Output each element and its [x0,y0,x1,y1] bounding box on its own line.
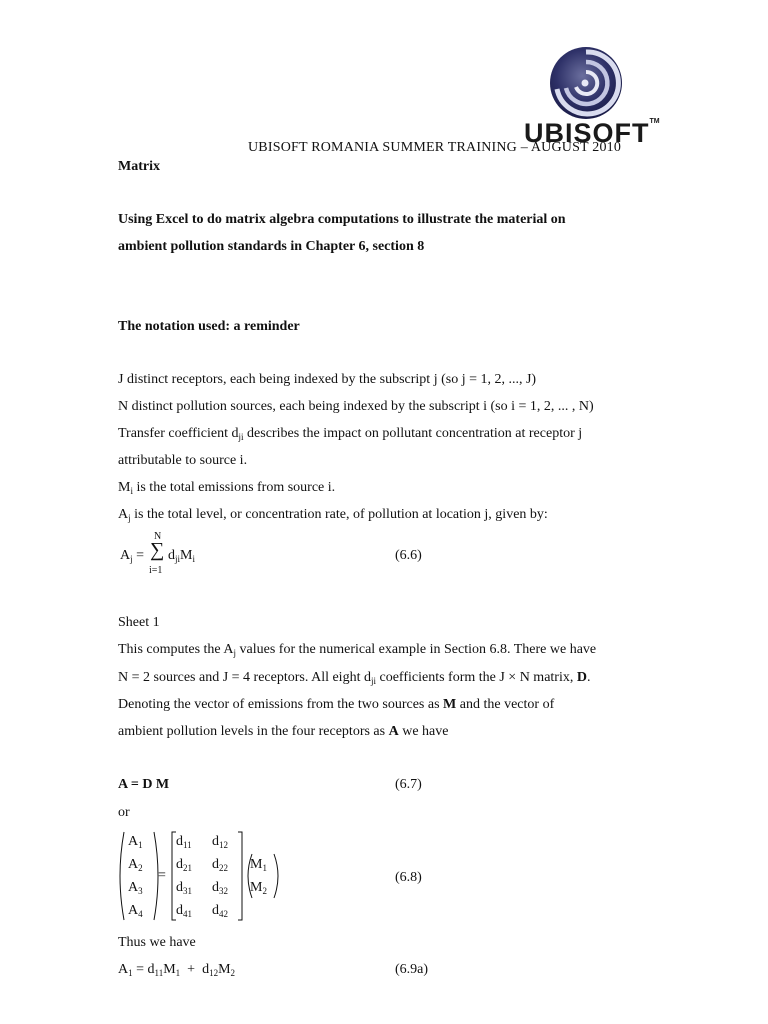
sheet-title: Sheet 1 [118,615,160,630]
vector-a-entry: $A_4$ [128,903,143,919]
subtitle-line-1: Using Excel to do matrix algebra computations to illustrate the material on [118,212,566,227]
matrix-d-entry: $d_{21}$ [176,857,192,873]
notation-line-2: N distinct pollution sources, each being indexed by the subscript i (so i = 1, 2, ... , N) [118,399,594,414]
sheet-para-line-1: This computes the $A_j$ values for the numerical example in Section 6.8. There we have [118,642,597,658]
matrix-d-entry: $d_{32}$ [212,880,228,896]
vector-a-entry: $A_3$ [128,880,143,896]
notation-line-1: J distinct receptors, each being indexed by the subscript j (so j = 1, 2, ..., J) [118,372,537,387]
notation-line-5: $M_i$ is the total emissions from source i. [118,480,336,496]
equation-6-7: A = D M [118,777,170,792]
equation-number-6-7: (6.7) [395,777,422,792]
matrix-d-entry: $d_{22}$ [212,857,228,873]
vector-m-entry: $M_1$ [250,857,267,873]
sum-sign-icon: ∑ [150,539,165,561]
sheet-para-line-3: Denoting the vector of emissions from the two sources as M and the vector of [118,697,555,712]
equation-6-9a: $A_1 = d_{11}M_1 + d_{12}M_2$ [118,962,236,978]
vector-m-entry: $M_2$ [250,880,267,896]
notation-heading: The notation used: a reminder [118,319,300,334]
sum-upper-limit: N [154,531,162,542]
equation-number-6-6: (6.6) [395,548,422,563]
matrix-d-entry: $d_{41}$ [176,903,192,919]
vector-a-entry: $A_1$ [128,834,143,850]
equation-number-6-9a: (6.9a) [395,962,429,977]
ubisoft-logo-icon [549,44,623,122]
page-title: Matrix [118,159,160,174]
header-line: UBISOFT ROMANIA SUMMER TRAINING – AUGUST 2010 [248,140,622,155]
sum-lower-limit: i=1 [149,565,163,576]
notation-line-6: $A_j$ is the total level, or concentration rate, of pollution at location j, given by: [118,507,548,523]
matrix-d-entry: $d_{31}$ [176,880,192,896]
subtitle-line-2: ambient pollution standards in Chapter 6, section 8 [118,239,425,254]
equation-number-6-8: (6.8) [395,870,422,885]
notation-line-4: attributable to source i. [118,453,248,468]
or-text: or [118,805,130,820]
vector-a-entry: $A_2$ [128,857,143,873]
sheet-para-line-4: ambient pollution levels in the four receptors as A we have [118,724,449,739]
sheet-para-line-2: N = 2 sources and J = 4 receptors. All eight $d_{ji}$ coefficients form the J × N matrix, D. [118,670,591,686]
equals-sign: = [158,868,166,883]
matrix-d-entry: $d_{42}$ [212,903,228,919]
matrix-d-entry: $d_{12}$ [212,834,228,850]
ubisoft-wordmark: UBISOFT™ [524,118,660,148]
matrix-d-entry: $d_{11}$ [176,834,192,850]
thus-text: Thus we have [118,935,196,950]
notation-line-3: Transfer coefficient $d_{ji}$ describes the impact on pollutant concentration at receptor j [118,426,583,442]
